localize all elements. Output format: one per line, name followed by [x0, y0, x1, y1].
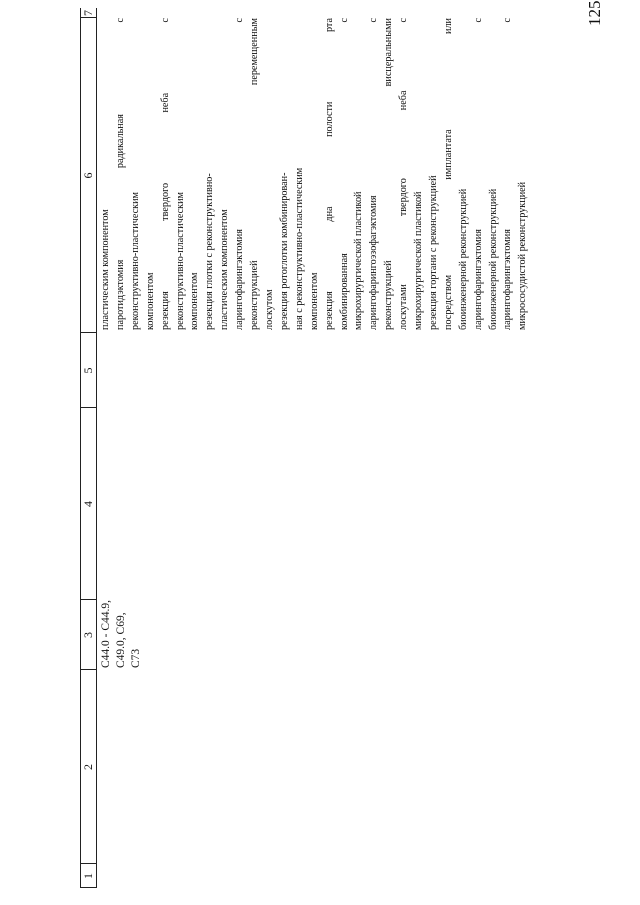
icd-codes-cell [99, 598, 143, 668]
procedure-text-line: посредством имплантата или [442, 18, 454, 330]
procedure-text-line: пластическим компонентом [219, 209, 231, 330]
procedure-text-line: паротидэктомия радикальная с [114, 18, 126, 330]
procedure-text-line: пластическим компонентом [100, 209, 111, 330]
procedure-text-line: ларингофарингэктомия с [472, 18, 484, 330]
procedure-text-line: ларингофарингоэзофагэктомия с [368, 18, 380, 330]
procedure-text-line: биоинженерной реконструкцией [457, 188, 469, 330]
procedure-text-line: комбинированная с [338, 18, 350, 330]
column-header-2: 2 [81, 764, 95, 770]
procedure-text-line: резекция глотки с реконструктивно- [204, 173, 216, 330]
procedure-text-line: компонентом [189, 272, 201, 330]
procedure-text-line: ная с реконструктивно-пластическим [293, 167, 305, 330]
procedure-text-line: реконструкцией висцеральными [383, 18, 395, 330]
procedure-text-line: биоинженерной реконструкцией [487, 188, 499, 330]
procedure-text-line: реконструкцией перемещенным [249, 18, 261, 330]
procedure-text-line: ларингофарингэктомия с [234, 18, 246, 330]
procedure-text-line: резекция ротоглотки комбинирован- [278, 172, 290, 330]
icd-code-line: C73 [129, 648, 142, 668]
procedure-text-line: микрососудистой реконструкцией [517, 181, 529, 330]
icd-code-line: C49.0, C69, [114, 612, 127, 668]
procedure-text-line: реконструктивно-пластическим [174, 192, 186, 330]
procedure-text-line: резекция дна полости рта [323, 18, 335, 330]
page-number: 125 [585, 0, 604, 26]
procedures-cell [99, 18, 531, 330]
column-header-4: 4 [81, 501, 95, 507]
procedure-text-line: компонентом [308, 272, 320, 330]
column-header-6: 6 [81, 172, 95, 179]
procedure-text-line: микрохирургической пластикой [413, 191, 425, 330]
procedure-text-line: лоскутом [263, 289, 275, 330]
table-header-rule [96, 8, 97, 888]
column-header-1: 1 [81, 873, 95, 879]
procedure-text-line: резекция гортани с реконструкцией [427, 175, 439, 330]
column-header-3: 3 [81, 632, 95, 638]
procedure-text-line: компонентом [144, 272, 156, 330]
procedure-text-line: микрохирургической пластикой [353, 191, 365, 330]
procedure-text-line: лоскутами твердого неба с [398, 18, 410, 330]
column-header-5: 5 [81, 367, 95, 374]
procedure-text-line: резекция твердого неба с [159, 18, 171, 330]
procedure-text-line: реконструктивно-пластическим [129, 192, 141, 330]
rotated-table [80, 8, 640, 888]
column-header-7: 7 [81, 10, 95, 16]
icd-code-line: C44.0 - C44.9, [100, 599, 112, 668]
procedure-text-line: ларингофарингэктомия с [502, 18, 514, 330]
